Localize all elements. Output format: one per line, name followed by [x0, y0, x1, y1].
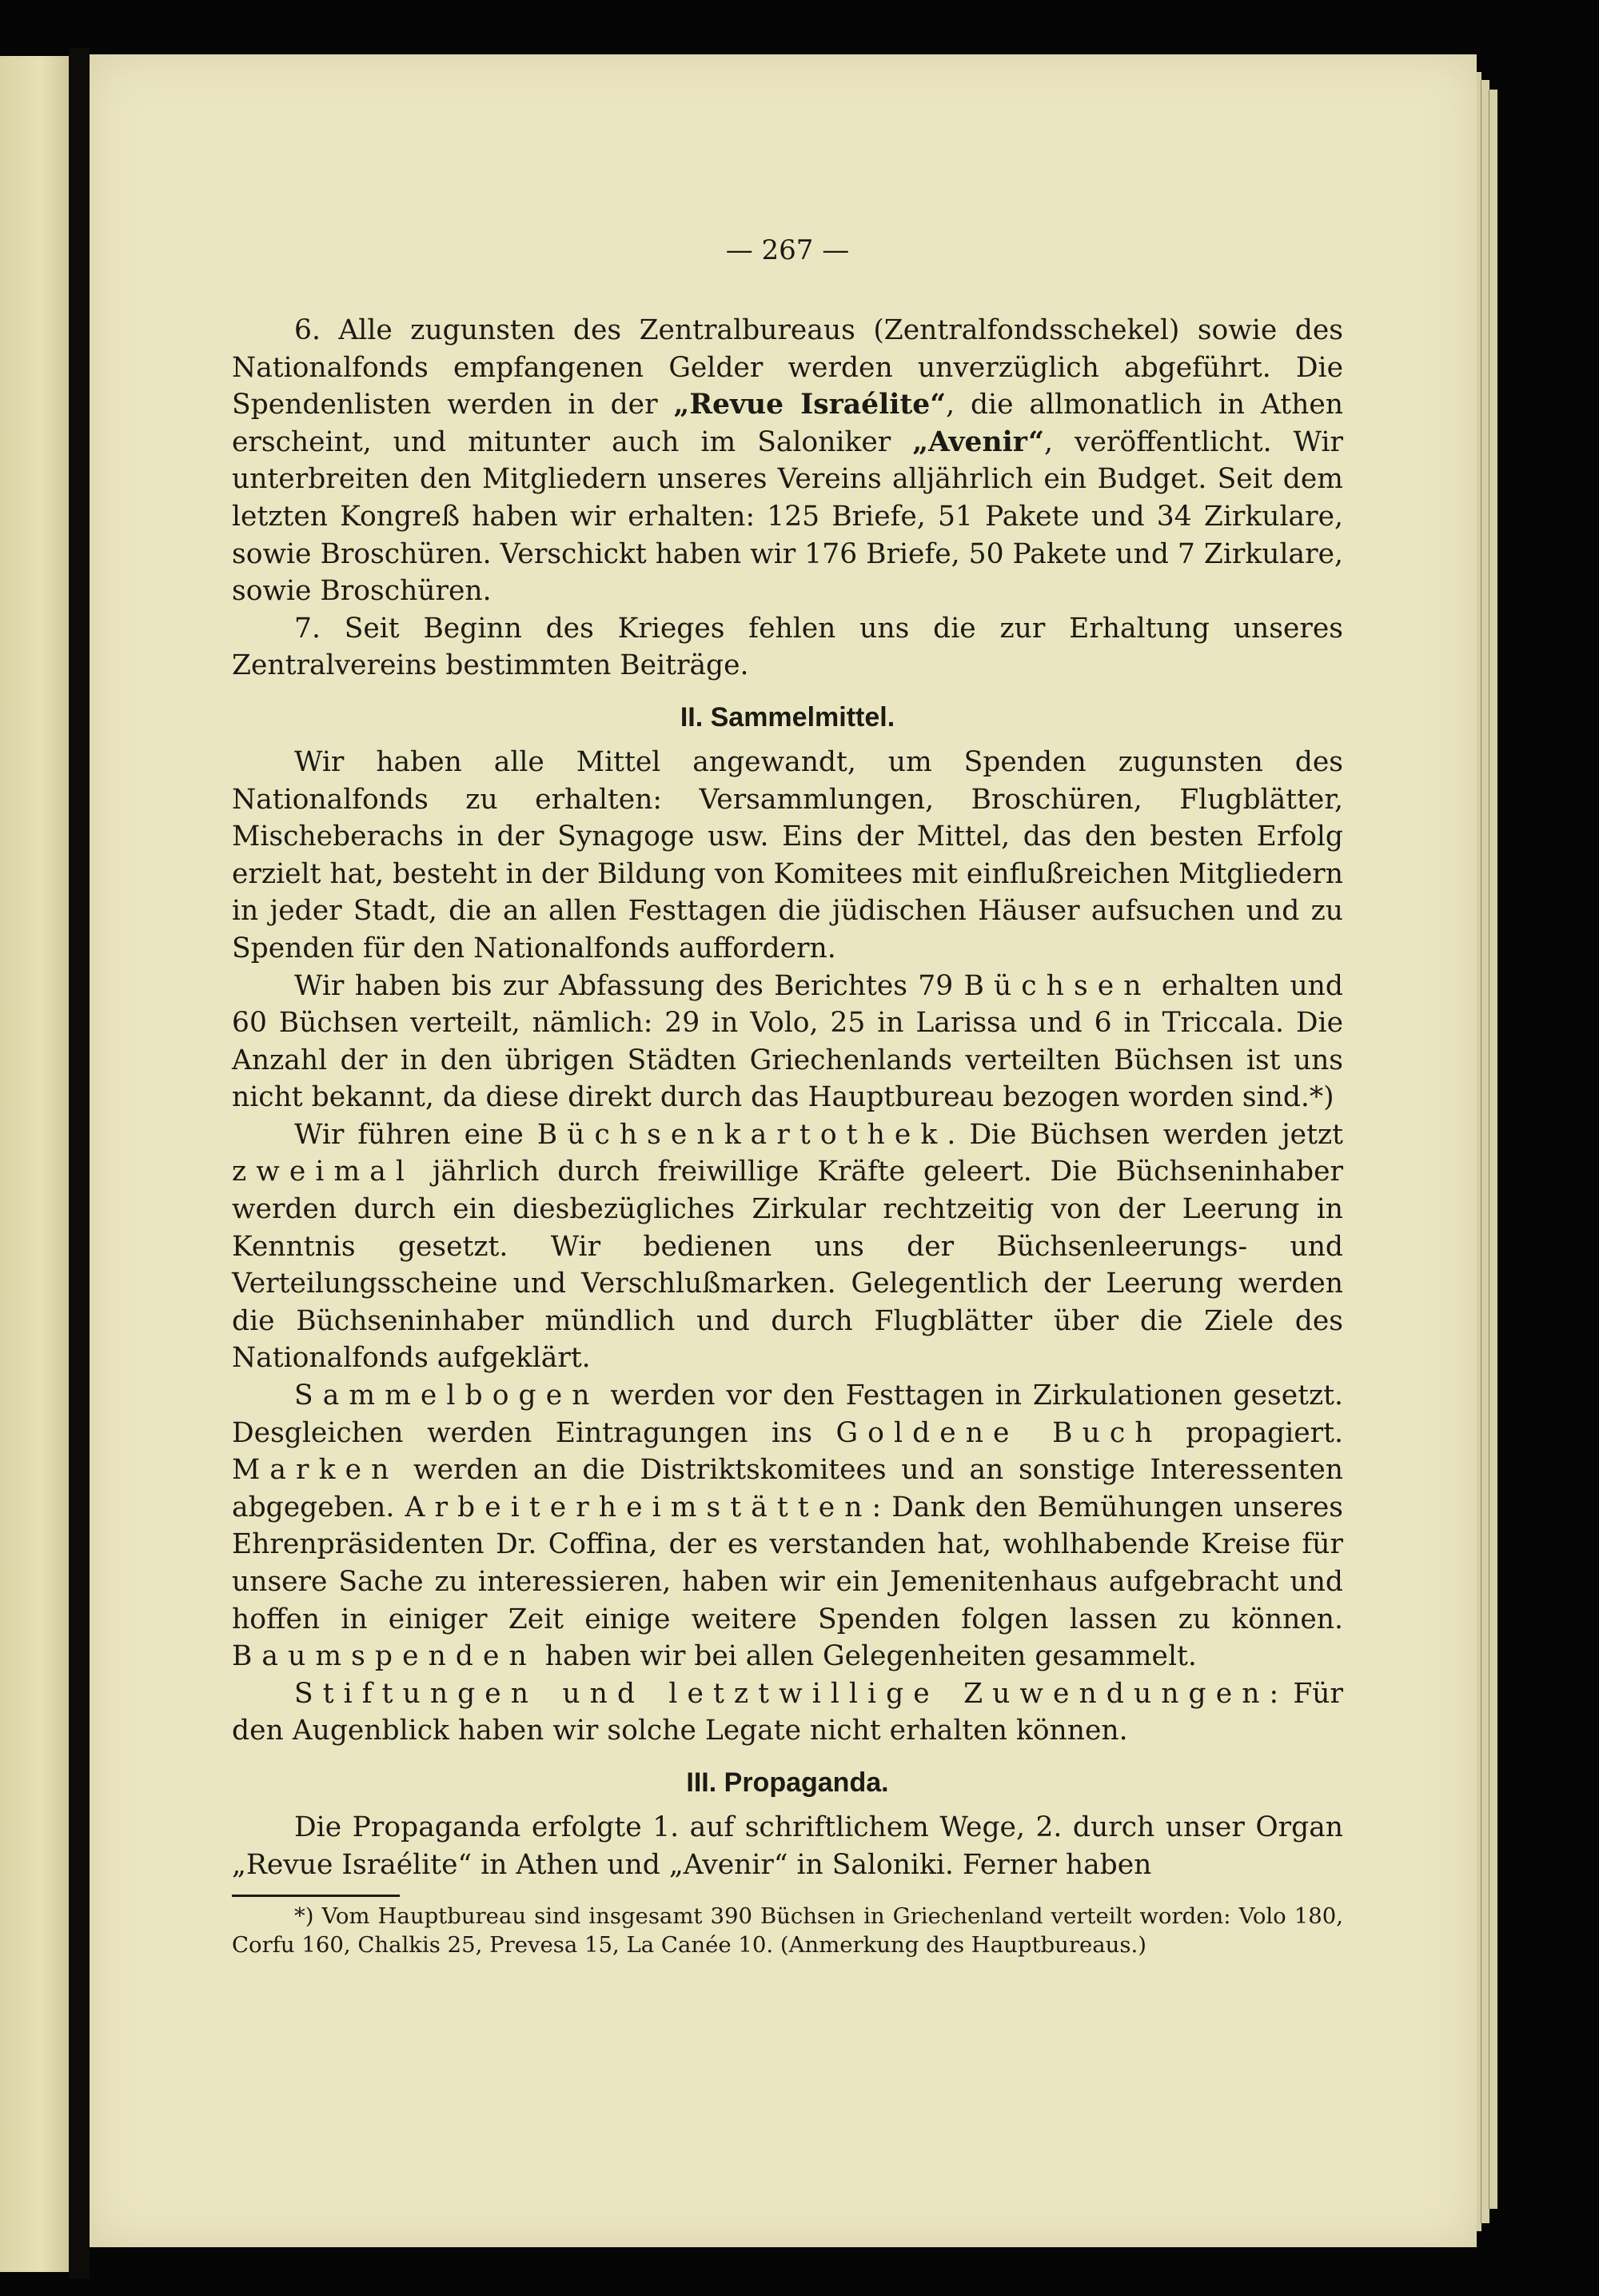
footnote [232, 1902, 1343, 1959]
paragraph-7: 7. Seit Beginn des Krieges fehlen uns die zur Erhaltung unseres Zentralvereins bestimmten Beiträge. [232, 612, 1343, 682]
footnote-text: *) Vom Hauptbureau sind insgesamt 390 Büchsen in Griechenland verteilt worden: Volo 180, Corfu 160, Chalkis 25, Prevesa 15, La Canée 10. (Anmerkung des Hauptbureaus.) [232, 1903, 1343, 1958]
page-body [232, 312, 1343, 1883]
page-number: — 267 — [725, 234, 850, 266]
book-gutter [69, 48, 90, 2279]
paragraph: Wir haben bis zur Abfassung des Berichtes 79 Büchsen erhalten und 60 Büchsen verteilt, nämlich: 29 in Volo, 25 in Larissa und 6 in Triccala. Die Anzahl der in den übrigen Städten Griechenlands verteilten Büchsen ist uns nicht bekannt, da diese direkt durch das Hauptbureau bezogen worden sind.*) [232, 969, 1343, 1114]
previous-page-edge [0, 56, 69, 2272]
paragraph: Wir führen eine Büchsenkartothek. Die Büchsen werden jetzt zweimal jährlich durch freiwillige Kräfte geleert. Die Büchseninhaber werden durch ein diesbezügliches Zirkular rechtzeitig von der Leerung in Kenntnis gesetzt. Wir bedienen uns der Büchsenleerungs- und Verteilungsscheine und Verschlußmarken. Gelegentlich der Leerung werden die Büchseninhaber mündlich und durch Flugblätter über die Ziele des Nationalfonds aufgeklärt. [232, 1118, 1343, 1375]
paragraph-6: 6. Alle zugunsten des Zentralbureaus (Zentralfondsschekel) sowie des Nationalfonds empfangenen Gelder werden unverzüglich abgeführt. Die Spendenlisten werden in der „Revue Israélite“, die allmonatlich in Athen erscheint, und mitunter auch im Saloniker „Avenir“, veröffentlicht. Wir unterbreiten den Mitgliedern unseres Vereins alljährlich ein Budget. Seit dem letzten Kongreß haben wir erhalten: 125 Briefe, 51 Pakete und 34 Zirkulare, sowie Broschüren. Verschickt haben wir 176 Briefe, 50 Pakete und 7 Zirkulare, sowie Broschüren. [232, 314, 1343, 608]
section-heading-sammelmittel: II. Sammelmittel. [680, 701, 895, 733]
book-page [90, 54, 1477, 2247]
paragraph: Wir haben alle Mittel angewandt, um Spenden zugunsten des Nationalfonds zu erhalten: Versammlungen, Broschüren, Flugblätter, Mischeberachs in der Synagoge usw. Eins der Mittel, das den besten Erfolg erzielt hat, besteht in der Bildung von Komitees mit einflußreichen Mitgliedern in jeder Stadt, die an allen Festtagen die jüdischen Häuser aufsuchen und zu Spenden für den Nationalfonds auffordern. [232, 745, 1343, 964]
paragraph: Stiftungen und letztwillige Zuwendungen: Für den Augenblick haben wir solche Legate nicht erhalten können. [232, 1677, 1343, 1747]
paragraph: Sammelbogen werden vor den Festtagen in Zirkulationen gesetzt. Desgleichen werden Eintragungen ins Goldene Buch propagiert. Marken werden an die Distriktskomitees und an sonstige Interessenten abgegeben. Arbeiterheimstätten: Dank den Bemühungen unseres Ehrenpräsidenten Dr. Coffina, der es verstanden hat, wohlhabende Kreise für unsere Sache zu interessieren, haben wir ein Jemenitenhaus aufgebracht und hoffen in einiger Zeit einige weitere Spenden folgen lassen zu können. Baumspenden haben wir bei allen Gelegenheiten gesammelt. [232, 1380, 1344, 1673]
section-heading-propaganda: III. Propaganda. [686, 1767, 889, 1798]
page-edge [1489, 90, 1497, 2209]
paragraph: Die Propaganda erfolgte 1. auf schriftlichem Wege, 2. durch unser Organ „Revue Israélite“ in Athen und „Avenir“ in Saloniki. Ferner haben [232, 1811, 1343, 1881]
footnote-rule [232, 1895, 400, 1897]
